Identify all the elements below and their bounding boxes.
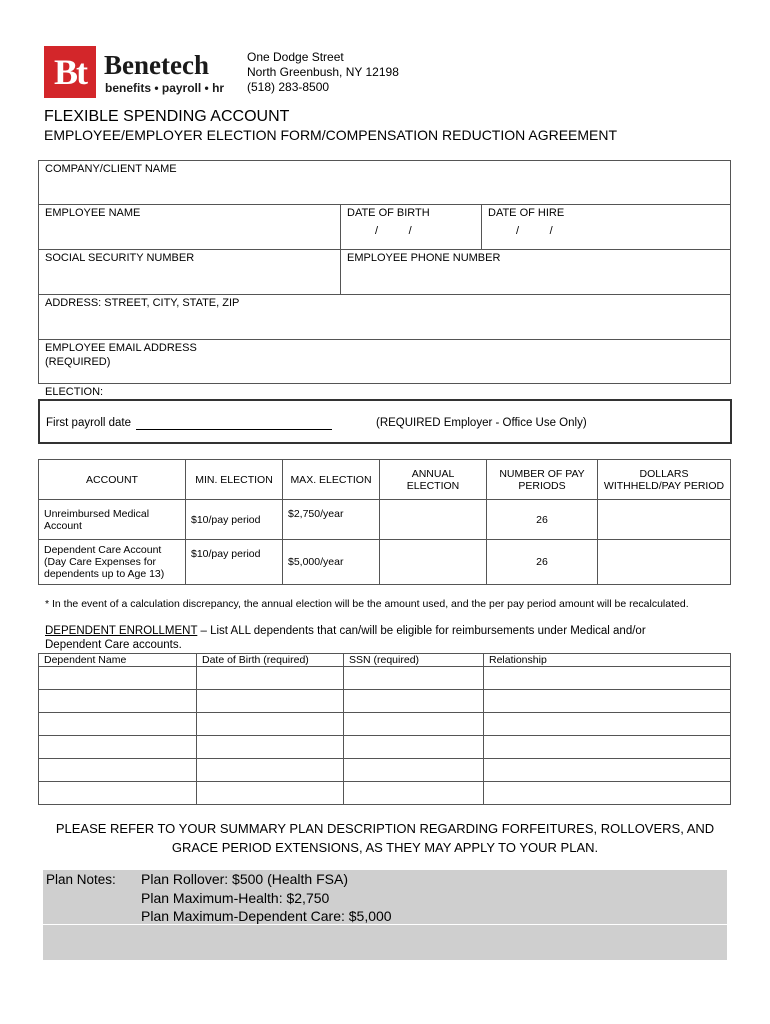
election-heading: ELECTION: [45, 386, 104, 398]
dependent-dob-input[interactable] [197, 736, 344, 759]
dependent-name-input[interactable] [39, 690, 197, 713]
plan-note-rollover: Plan Rollover: $500 (Health FSA) [141, 871, 348, 887]
first-payroll-date-input[interactable] [136, 416, 332, 430]
address-label: ADDRESS: STREET, CITY, STATE, ZIP [45, 297, 240, 309]
dependent-relationship-input[interactable] [484, 690, 731, 713]
dependent-ssn-input[interactable] [344, 736, 484, 759]
dependent-relationship-input[interactable] [484, 667, 731, 690]
dependent-name-input[interactable] [39, 736, 197, 759]
plan-notes-box-extra [43, 925, 727, 960]
dollars-withheld-input[interactable] [598, 540, 731, 585]
office-use-note: (REQUIRED Employer - Office Use Only) [376, 417, 587, 429]
dependent-enrollment-text: – List ALL dependents that can/will be eligible for reimbursements under Medical and/or Dependent Care accounts. [45, 625, 646, 651]
table-row [39, 667, 731, 690]
calculation-footnote: * In the event of a calculation discrepancy, the annual election will be the amount used, and the per pay period amount will be recalculated. [45, 598, 689, 610]
dependent-relationship-input[interactable] [484, 759, 731, 782]
company-address [247, 50, 399, 95]
dependent-relationship-input[interactable] [484, 713, 731, 736]
dependent-name-input[interactable] [39, 782, 197, 805]
account-election-table [38, 459, 731, 585]
form-title: FLEXIBLE SPENDING ACCOUNT [44, 108, 290, 125]
first-payroll-date-label: First payroll date [46, 417, 132, 429]
table-row [39, 540, 731, 585]
dependent-name-input[interactable] [39, 667, 197, 690]
dependent-dob-input[interactable] [197, 759, 344, 782]
address-field[interactable] [45, 296, 725, 336]
dependent-ssn-input[interactable] [344, 759, 484, 782]
table-row [39, 759, 731, 782]
date-of-birth-field[interactable] [347, 206, 477, 246]
dependent-dob-input[interactable] [197, 690, 344, 713]
min-election-header: MIN. ELECTION [186, 460, 283, 500]
table-row [39, 713, 731, 736]
dependent-name-header: Dependent Name [39, 654, 197, 667]
email-required-note: (REQUIRED) [45, 356, 111, 368]
date-of-hire-label: DATE OF HIRE [488, 207, 565, 219]
dependent-dob-input[interactable] [197, 667, 344, 690]
plan-notes-label: Plan Notes: [46, 872, 116, 887]
max-election-value: $5,000/year [283, 540, 380, 585]
email-label: EMPLOYEE EMAIL ADDRESS [45, 342, 197, 354]
account-name: Unreimbursed Medical Account [39, 500, 186, 540]
table-row [39, 782, 731, 805]
address-line-2: North Greenbush, NY 12198 [247, 65, 399, 79]
employee-name-field[interactable] [45, 206, 335, 246]
annual-election-header: ANNUAL ELECTION [380, 460, 487, 500]
dependent-name-input[interactable] [39, 759, 197, 782]
form-subtitle: EMPLOYEE/EMPLOYER ELECTION FORM/COMPENSATION REDUCTION AGREEMENT [44, 127, 618, 143]
dependent-relationship-input[interactable] [484, 736, 731, 759]
dollars-withheld-header: DOLLARS WITHHELD/PAY PERIOD [598, 460, 731, 500]
ssn-label: SOCIAL SECURITY NUMBER [45, 252, 195, 264]
address-line-1: One Dodge Street [247, 50, 344, 64]
plan-notes-lines [141, 870, 392, 926]
date-of-birth-label: DATE OF BIRTH [347, 207, 430, 219]
benetech-logo-mark: Bt [44, 46, 96, 98]
employee-phone-label: EMPLOYEE PHONE NUMBER [347, 252, 501, 264]
account-header: ACCOUNT [39, 460, 186, 500]
company-client-name-field[interactable] [45, 162, 725, 202]
pay-periods-value: 26 [487, 500, 598, 540]
plan-description-notice [20, 819, 750, 857]
dependent-enrollment-heading: DEPENDENT ENROLLMENT [45, 625, 198, 637]
dependent-name-input[interactable] [39, 713, 197, 736]
notice-line-2: GRACE PERIOD EXTENSIONS, AS THEY MAY APPLY TO YOUR PLAN. [171, 840, 599, 855]
ssn-field[interactable] [45, 251, 335, 291]
pay-periods-header: NUMBER OF PAY PERIODS [487, 460, 598, 500]
employee-name-label: EMPLOYEE NAME [45, 207, 141, 219]
table-row [39, 500, 731, 540]
dependent-dob-input[interactable] [197, 713, 344, 736]
min-election-value: $10/pay period [186, 540, 283, 585]
account-name: Dependent Care Account (Day Care Expenses for dependents up to Age 13) [39, 540, 186, 585]
dependent-relationship-header: Relationship [484, 654, 731, 667]
dependent-table [38, 653, 731, 805]
company-tagline: benefits • payroll • hr [105, 81, 225, 95]
dollars-withheld-input[interactable] [598, 500, 731, 540]
email-field[interactable] [45, 341, 725, 381]
plan-note-max-dependent-care: Plan Maximum-Dependent Care: $5,000 [141, 908, 392, 924]
notice-line-1: PLEASE REFER TO YOUR SUMMARY PLAN DESCRIPTION REGARDING FORFEITURES, ROLLOVERS, AND [55, 821, 715, 836]
dependent-enrollment-intro [45, 624, 695, 652]
plan-note-max-health: Plan Maximum-Health: $2,750 [141, 889, 330, 906]
table-row [39, 690, 731, 713]
dependent-ssn-input[interactable] [344, 713, 484, 736]
dependent-ssn-input[interactable] [344, 782, 484, 805]
dependent-dob-header: Date of Birth (required) [197, 654, 344, 667]
dependent-dob-input[interactable] [197, 782, 344, 805]
company-client-name-label: COMPANY/CLIENT NAME [45, 163, 177, 175]
date-of-birth-slashes: / / [375, 225, 412, 237]
date-of-hire-field[interactable] [488, 206, 723, 246]
date-of-hire-slashes: / / [516, 225, 553, 237]
dependent-relationship-input[interactable] [484, 782, 731, 805]
pay-periods-value: 26 [487, 540, 598, 585]
min-election-value: $10/pay period [186, 500, 283, 540]
max-election-value: $2,750/year [283, 500, 380, 540]
dependent-ssn-input[interactable] [344, 690, 484, 713]
company-name: Benetech [104, 50, 209, 80]
annual-election-input[interactable] [380, 540, 487, 585]
company-phone: (518) 283-8500 [247, 80, 330, 94]
dependent-ssn-header: SSN (required) [344, 654, 484, 667]
table-row [39, 736, 731, 759]
employee-phone-field[interactable] [347, 251, 725, 291]
annual-election-input[interactable] [380, 500, 487, 540]
max-election-header: MAX. ELECTION [283, 460, 380, 500]
dependent-ssn-input[interactable] [344, 667, 484, 690]
